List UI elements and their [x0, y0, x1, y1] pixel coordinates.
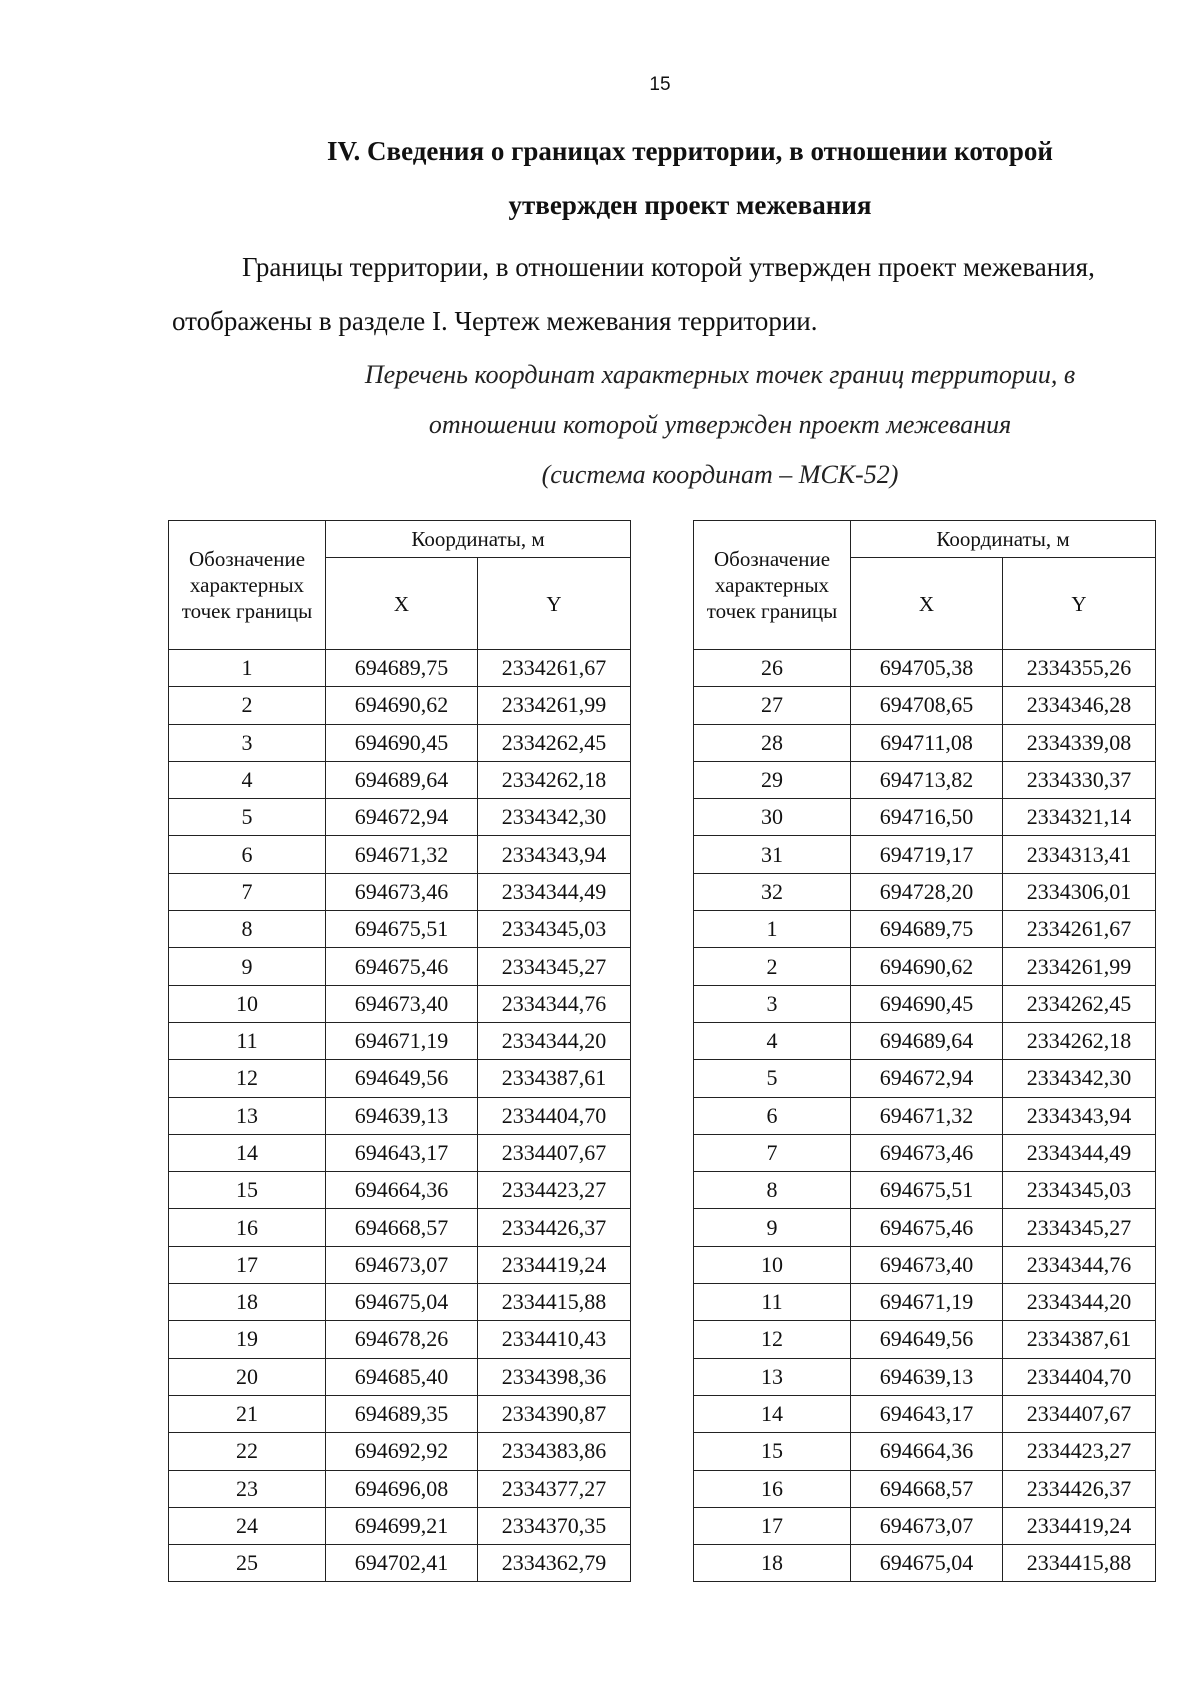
table-caption-line-2: отношении которой утвержден проект межевания	[428, 410, 1012, 439]
x-coordinate-cell: 694711,08	[851, 724, 1003, 761]
table-row	[694, 1507, 1156, 1544]
x-coordinate-cell: 694664,36	[851, 1433, 1003, 1470]
point-number-cell: 5	[694, 1060, 851, 1097]
table-row	[169, 1470, 631, 1507]
table-row	[694, 911, 1156, 948]
header-y: Y	[478, 558, 631, 650]
y-coordinate-cell: 2334407,67	[1003, 1395, 1156, 1432]
y-coordinate-cell: 2334261,99	[1003, 948, 1156, 985]
y-coordinate-cell: 2334342,30	[1003, 1060, 1156, 1097]
table-row	[169, 1321, 631, 1358]
point-number-cell: 12	[694, 1321, 851, 1358]
table-row	[694, 1022, 1156, 1059]
table-row	[169, 1060, 631, 1097]
y-coordinate-cell: 2334345,27	[478, 948, 631, 985]
table-row	[694, 761, 1156, 798]
x-coordinate-cell: 694705,38	[851, 650, 1003, 687]
y-coordinate-cell: 2334355,26	[1003, 650, 1156, 687]
x-coordinate-cell: 694668,57	[326, 1209, 478, 1246]
point-number-cell: 12	[169, 1060, 326, 1097]
y-coordinate-cell: 2334261,67	[478, 650, 631, 687]
point-number-cell: 3	[694, 985, 851, 1022]
y-coordinate-cell: 2334262,18	[1003, 1022, 1156, 1059]
table-row	[169, 1284, 631, 1321]
point-number-cell: 29	[694, 761, 851, 798]
x-coordinate-cell: 694728,20	[851, 873, 1003, 910]
point-number-cell: 2	[169, 687, 326, 724]
point-number-cell: 28	[694, 724, 851, 761]
y-coordinate-cell: 2334344,49	[478, 873, 631, 910]
body-paragraph-line-2: отображены в разделе I. Чертеж межевания территории.	[172, 306, 818, 336]
x-coordinate-cell: 694673,07	[851, 1507, 1003, 1544]
header-coordinates: Координаты, м	[851, 521, 1156, 558]
point-number-cell: 1	[694, 911, 851, 948]
table-row	[169, 1358, 631, 1395]
y-coordinate-cell: 2334383,86	[478, 1433, 631, 1470]
table-row	[169, 761, 631, 798]
point-number-cell: 10	[694, 1246, 851, 1283]
x-coordinate-cell: 694639,13	[326, 1097, 478, 1134]
point-number-cell: 32	[694, 873, 851, 910]
table-row	[694, 873, 1156, 910]
x-coordinate-cell: 694713,82	[851, 761, 1003, 798]
y-coordinate-cell: 2334344,20	[1003, 1284, 1156, 1321]
point-number-cell: 6	[694, 1097, 851, 1134]
x-coordinate-cell: 694643,17	[851, 1395, 1003, 1432]
point-number-cell: 22	[169, 1433, 326, 1470]
point-number-cell: 3	[169, 724, 326, 761]
header-point-designation: Обозначение характерных точек границы	[694, 521, 851, 650]
x-coordinate-cell: 694696,08	[326, 1470, 478, 1507]
y-coordinate-cell: 2334346,28	[1003, 687, 1156, 724]
point-number-cell: 13	[694, 1358, 851, 1395]
table-row	[694, 1246, 1156, 1283]
table-row	[694, 799, 1156, 836]
y-coordinate-cell: 2334344,76	[1003, 1246, 1156, 1283]
table-row	[169, 836, 631, 873]
table-row	[694, 1433, 1156, 1470]
point-number-cell: 4	[169, 761, 326, 798]
x-coordinate-cell: 694649,56	[326, 1060, 478, 1097]
x-coordinate-cell: 694689,64	[326, 761, 478, 798]
x-coordinate-cell: 694639,13	[851, 1358, 1003, 1395]
table-row	[169, 650, 631, 687]
table-row	[694, 1358, 1156, 1395]
point-number-cell: 24	[169, 1507, 326, 1544]
header-point-designation: Обозначение характерных точек границы	[169, 521, 326, 650]
table-row	[169, 1209, 631, 1246]
point-number-cell: 27	[694, 687, 851, 724]
point-number-cell: 16	[169, 1209, 326, 1246]
coordinates-table-left-body	[169, 650, 631, 1582]
point-number-cell: 23	[169, 1470, 326, 1507]
table-row	[694, 1172, 1156, 1209]
table-row	[694, 1321, 1156, 1358]
y-coordinate-cell: 2334343,94	[478, 836, 631, 873]
point-number-cell: 26	[694, 650, 851, 687]
table-row	[169, 1545, 631, 1582]
y-coordinate-cell: 2334404,70	[478, 1097, 631, 1134]
x-coordinate-cell: 694664,36	[326, 1172, 478, 1209]
table-row	[169, 1022, 631, 1059]
point-number-cell: 9	[694, 1209, 851, 1246]
point-number-cell: 7	[169, 873, 326, 910]
table-row	[169, 687, 631, 724]
header-coordinates: Координаты, м	[326, 521, 631, 558]
point-number-cell: 16	[694, 1470, 851, 1507]
point-number-cell: 7	[694, 1134, 851, 1171]
x-coordinate-cell: 694671,32	[851, 1097, 1003, 1134]
point-number-cell: 31	[694, 836, 851, 873]
table-row	[694, 650, 1156, 687]
x-coordinate-cell: 694689,64	[851, 1022, 1003, 1059]
y-coordinate-cell: 2334344,20	[478, 1022, 631, 1059]
point-number-cell: 18	[169, 1284, 326, 1321]
y-coordinate-cell: 2334362,79	[478, 1545, 631, 1582]
x-coordinate-cell: 694675,46	[851, 1209, 1003, 1246]
x-coordinate-cell: 694673,40	[851, 1246, 1003, 1283]
y-coordinate-cell: 2334261,99	[478, 687, 631, 724]
y-coordinate-cell: 2334306,01	[1003, 873, 1156, 910]
table-row	[169, 1507, 631, 1544]
y-coordinate-cell: 2334262,45	[1003, 985, 1156, 1022]
x-coordinate-cell: 694672,94	[326, 799, 478, 836]
y-coordinate-cell: 2334339,08	[1003, 724, 1156, 761]
table-row	[694, 1060, 1156, 1097]
header-y: Y	[1003, 558, 1156, 650]
table-row	[694, 1134, 1156, 1171]
y-coordinate-cell: 2334415,88	[1003, 1545, 1156, 1582]
table-row	[694, 985, 1156, 1022]
x-coordinate-cell: 694673,46	[326, 873, 478, 910]
table-row	[694, 1470, 1156, 1507]
point-number-cell: 17	[694, 1507, 851, 1544]
point-number-cell: 11	[169, 1022, 326, 1059]
y-coordinate-cell: 2334426,37	[1003, 1470, 1156, 1507]
x-coordinate-cell: 694668,57	[851, 1470, 1003, 1507]
y-coordinate-cell: 2334415,88	[478, 1284, 631, 1321]
table-row	[169, 799, 631, 836]
table-row	[169, 1172, 631, 1209]
y-coordinate-cell: 2334344,49	[1003, 1134, 1156, 1171]
x-coordinate-cell: 694702,41	[326, 1545, 478, 1582]
page-number: 15	[649, 74, 671, 95]
point-number-cell: 30	[694, 799, 851, 836]
y-coordinate-cell: 2334262,45	[478, 724, 631, 761]
table-row	[169, 985, 631, 1022]
y-coordinate-cell: 2334426,37	[478, 1209, 631, 1246]
table-caption	[300, 350, 1140, 500]
x-coordinate-cell: 694643,17	[326, 1134, 478, 1171]
y-coordinate-cell: 2334404,70	[1003, 1358, 1156, 1395]
x-coordinate-cell: 694671,19	[851, 1284, 1003, 1321]
table-row	[694, 836, 1156, 873]
point-number-cell: 21	[169, 1395, 326, 1432]
point-number-cell: 1	[169, 650, 326, 687]
point-number-cell: 19	[169, 1321, 326, 1358]
x-coordinate-cell: 694708,65	[851, 687, 1003, 724]
y-coordinate-cell: 2334390,87	[478, 1395, 631, 1432]
x-coordinate-cell: 694675,51	[326, 911, 478, 948]
table-row	[694, 1395, 1156, 1432]
table-row	[169, 1246, 631, 1283]
point-number-cell: 4	[694, 1022, 851, 1059]
point-number-cell: 8	[169, 911, 326, 948]
point-number-cell: 15	[694, 1433, 851, 1470]
table-row	[694, 724, 1156, 761]
x-coordinate-cell: 694719,17	[851, 836, 1003, 873]
x-coordinate-cell: 694685,40	[326, 1358, 478, 1395]
x-coordinate-cell: 694673,40	[326, 985, 478, 1022]
y-coordinate-cell: 2334410,43	[478, 1321, 631, 1358]
x-coordinate-cell: 694699,21	[326, 1507, 478, 1544]
table-row	[694, 687, 1156, 724]
y-coordinate-cell: 2334342,30	[478, 799, 631, 836]
x-coordinate-cell: 694678,26	[326, 1321, 478, 1358]
table-row	[694, 1545, 1156, 1582]
x-coordinate-cell: 694672,94	[851, 1060, 1003, 1097]
x-coordinate-cell: 694690,45	[851, 985, 1003, 1022]
point-number-cell: 17	[169, 1246, 326, 1283]
point-number-cell: 20	[169, 1358, 326, 1395]
x-coordinate-cell: 694690,45	[326, 724, 478, 761]
table-row	[169, 1097, 631, 1134]
y-coordinate-cell: 2334344,76	[478, 985, 631, 1022]
y-coordinate-cell: 2334398,36	[478, 1358, 631, 1395]
y-coordinate-cell: 2334261,67	[1003, 911, 1156, 948]
table-caption-line-3: (система координат – МСК-52)	[541, 460, 899, 489]
y-coordinate-cell: 2334423,27	[1003, 1433, 1156, 1470]
table-row	[169, 911, 631, 948]
table-row	[169, 1395, 631, 1432]
point-number-cell: 8	[694, 1172, 851, 1209]
x-coordinate-cell: 694675,51	[851, 1172, 1003, 1209]
x-coordinate-cell: 694689,35	[326, 1395, 478, 1432]
header-x: X	[851, 558, 1003, 650]
x-coordinate-cell: 694716,50	[851, 799, 1003, 836]
point-number-cell: 15	[169, 1172, 326, 1209]
table-row	[694, 1284, 1156, 1321]
section-heading	[240, 124, 1140, 232]
table-row	[694, 1209, 1156, 1246]
x-coordinate-cell: 694689,75	[851, 911, 1003, 948]
x-coordinate-cell: 694675,04	[851, 1545, 1003, 1582]
section-heading-line-2: утвержден проект межевания	[508, 190, 872, 220]
coordinates-table-right	[693, 520, 1156, 1582]
y-coordinate-cell: 2334330,37	[1003, 761, 1156, 798]
table-caption-line-1: Перечень координат характерных точек границ территории, в	[364, 360, 1076, 389]
table-row	[169, 873, 631, 910]
y-coordinate-cell: 2334419,24	[1003, 1507, 1156, 1544]
point-number-cell: 6	[169, 836, 326, 873]
x-coordinate-cell: 694689,75	[326, 650, 478, 687]
x-coordinate-cell: 694692,92	[326, 1433, 478, 1470]
coordinates-table-right-body	[694, 650, 1156, 1582]
section-heading-line-1: IV. Сведения о границах территории, в отношении которой	[327, 136, 1053, 166]
x-coordinate-cell: 694675,04	[326, 1284, 478, 1321]
y-coordinate-cell: 2334321,14	[1003, 799, 1156, 836]
table-row	[169, 724, 631, 761]
y-coordinate-cell: 2334345,27	[1003, 1209, 1156, 1246]
y-coordinate-cell: 2334370,35	[478, 1507, 631, 1544]
x-coordinate-cell: 694671,19	[326, 1022, 478, 1059]
x-coordinate-cell: 694673,07	[326, 1246, 478, 1283]
header-x: X	[326, 558, 478, 650]
y-coordinate-cell: 2334313,41	[1003, 836, 1156, 873]
y-coordinate-cell: 2334262,18	[478, 761, 631, 798]
point-number-cell: 10	[169, 985, 326, 1022]
table-row	[169, 948, 631, 985]
y-coordinate-cell: 2334387,61	[478, 1060, 631, 1097]
body-paragraph-line-1: Границы территории, в отношении которой утвержден проект межевания,	[242, 252, 1095, 282]
x-coordinate-cell: 694671,32	[326, 836, 478, 873]
point-number-cell: 9	[169, 948, 326, 985]
point-number-cell: 11	[694, 1284, 851, 1321]
table-row	[694, 1097, 1156, 1134]
x-coordinate-cell: 694675,46	[326, 948, 478, 985]
y-coordinate-cell: 2334377,27	[478, 1470, 631, 1507]
point-number-cell: 2	[694, 948, 851, 985]
y-coordinate-cell: 2334345,03	[478, 911, 631, 948]
y-coordinate-cell: 2334387,61	[1003, 1321, 1156, 1358]
point-number-cell: 13	[169, 1097, 326, 1134]
x-coordinate-cell: 694673,46	[851, 1134, 1003, 1171]
x-coordinate-cell: 694690,62	[851, 948, 1003, 985]
coordinates-table-left	[168, 520, 631, 1582]
y-coordinate-cell: 2334343,94	[1003, 1097, 1156, 1134]
point-number-cell: 14	[169, 1134, 326, 1171]
point-number-cell: 25	[169, 1545, 326, 1582]
x-coordinate-cell: 694649,56	[851, 1321, 1003, 1358]
body-paragraph	[172, 240, 1152, 348]
y-coordinate-cell: 2334423,27	[478, 1172, 631, 1209]
point-number-cell: 5	[169, 799, 326, 836]
y-coordinate-cell: 2334345,03	[1003, 1172, 1156, 1209]
table-row	[694, 948, 1156, 985]
table-row	[169, 1134, 631, 1171]
y-coordinate-cell: 2334407,67	[478, 1134, 631, 1171]
table-row	[169, 1433, 631, 1470]
x-coordinate-cell: 694690,62	[326, 687, 478, 724]
y-coordinate-cell: 2334419,24	[478, 1246, 631, 1283]
point-number-cell: 18	[694, 1545, 851, 1582]
point-number-cell: 14	[694, 1395, 851, 1432]
